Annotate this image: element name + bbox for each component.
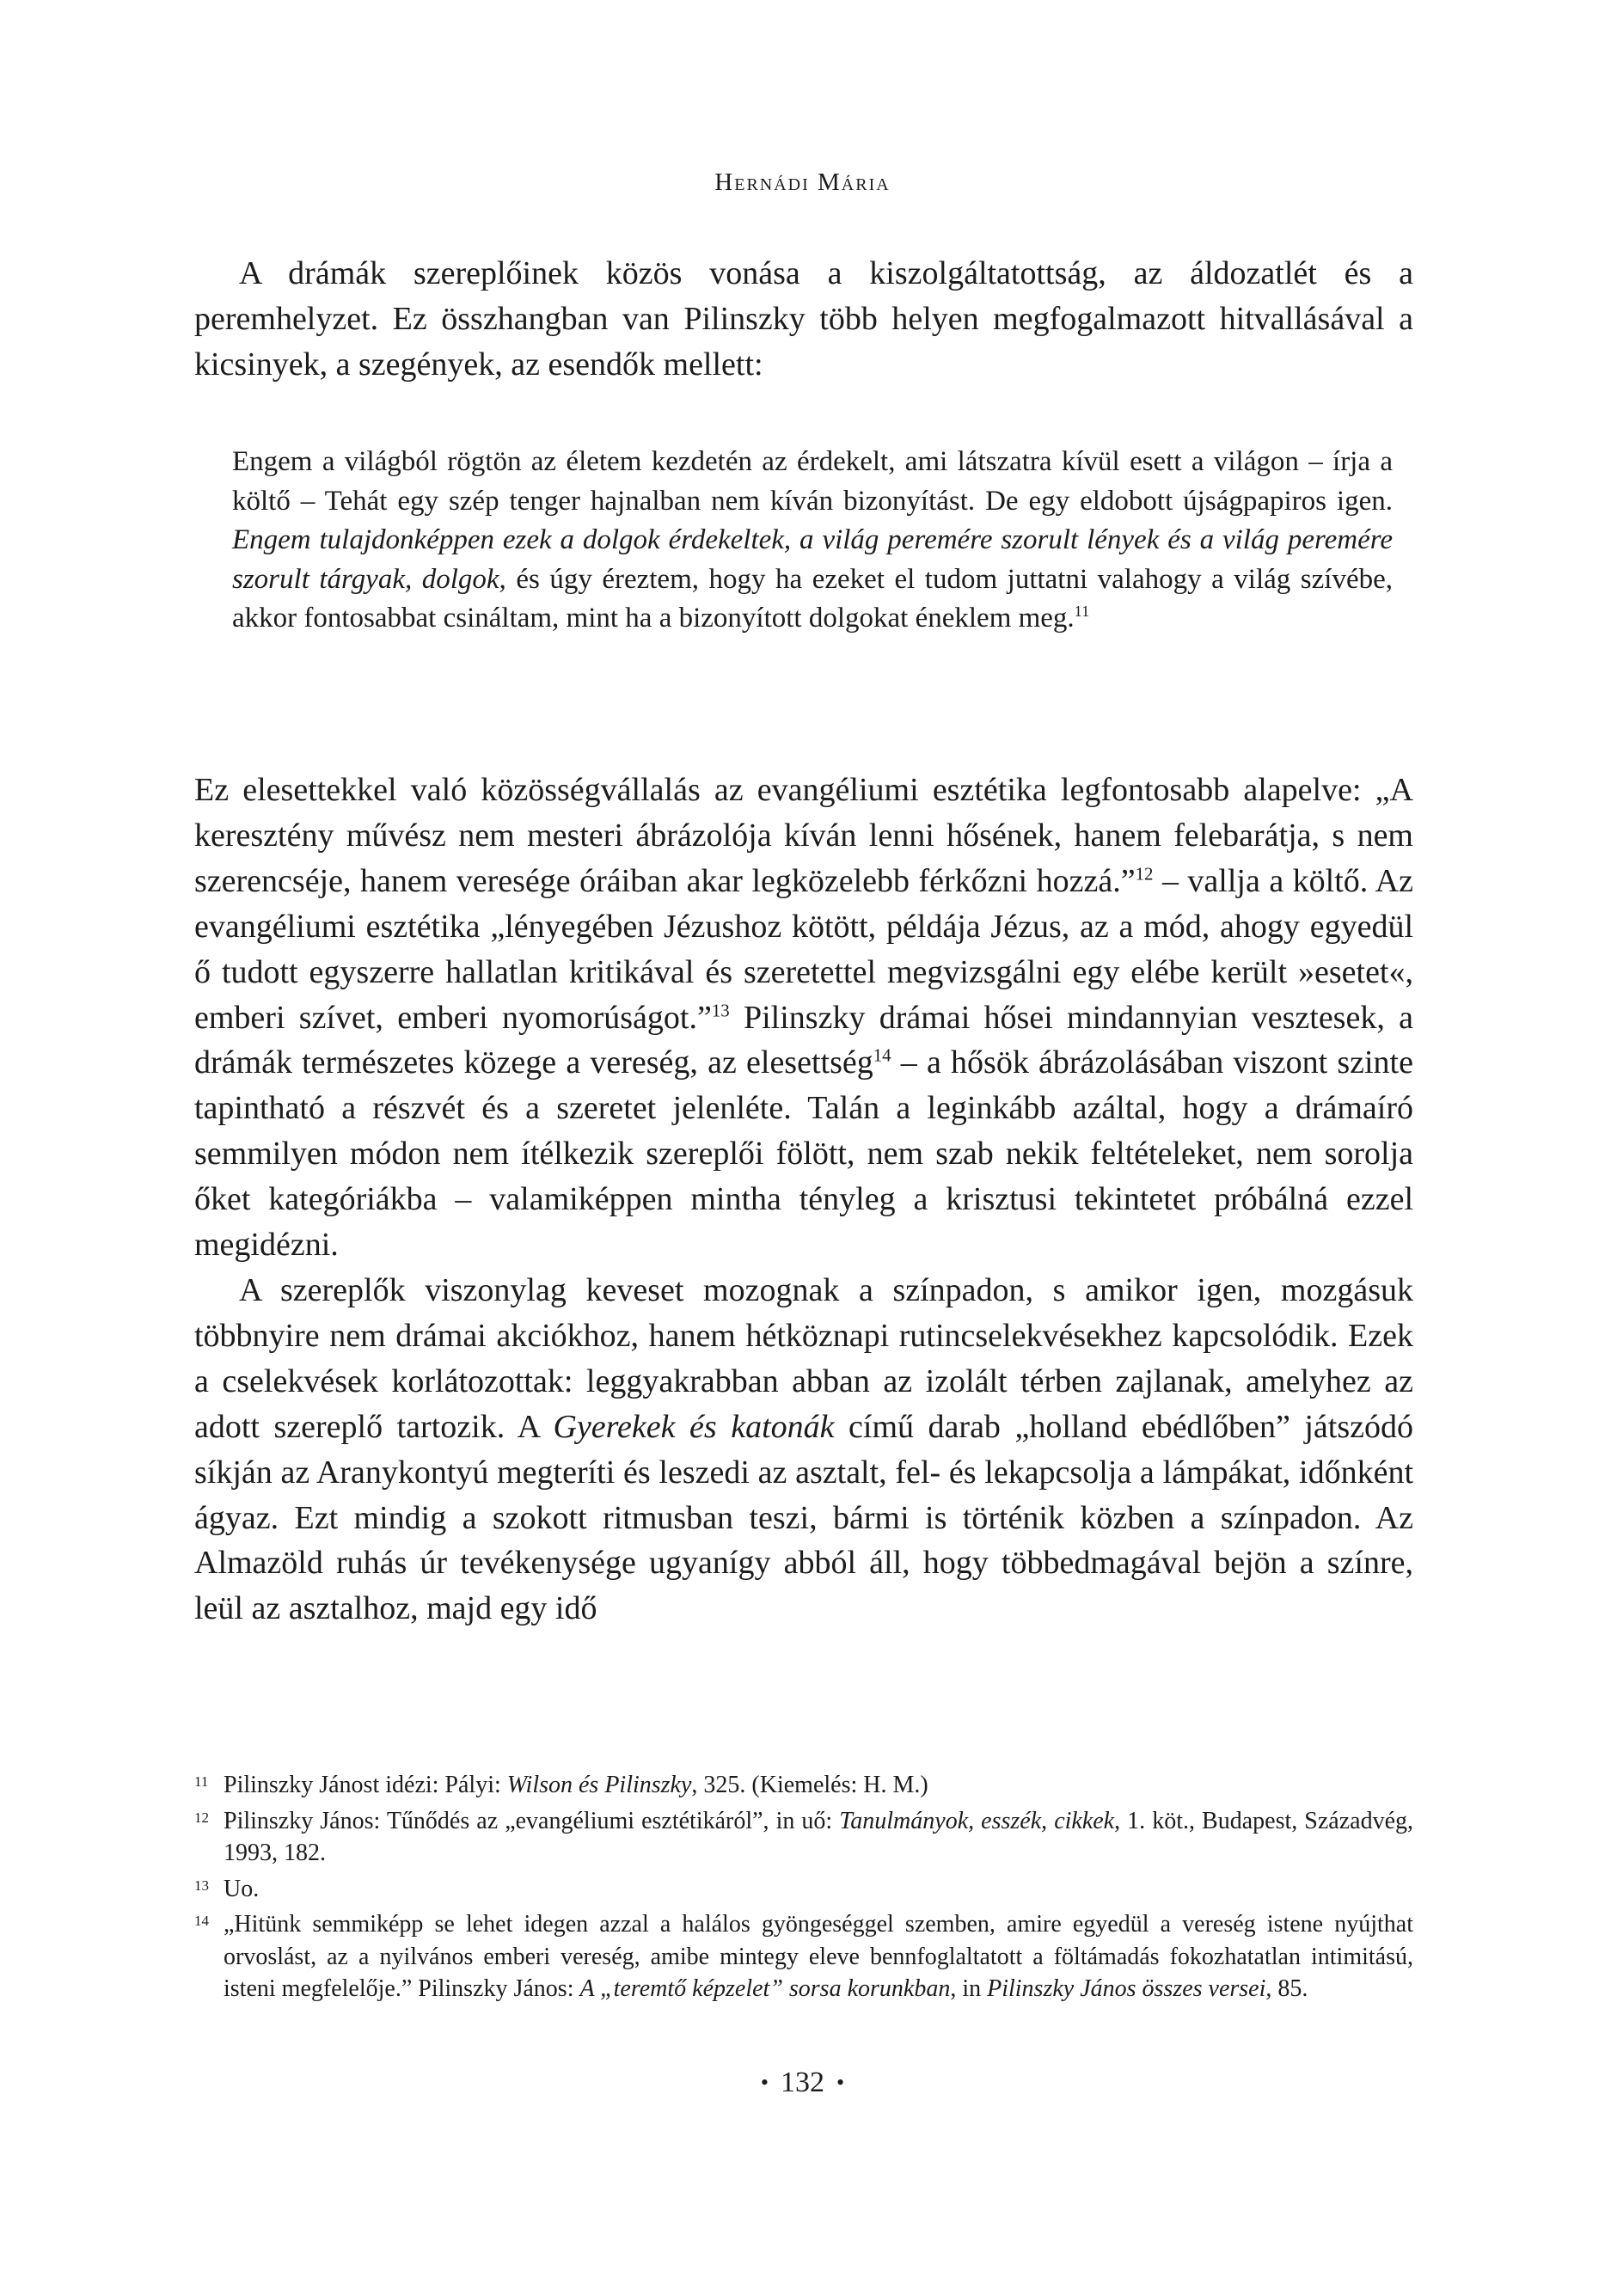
play-title: Gyerekek és katonák: [553, 1408, 835, 1445]
footnote-ref-11: 11: [1074, 603, 1090, 621]
footnote-text: Pilinszky János: Tűnődés az „evangéliumi esztétikáról”, in uő:: [224, 1807, 840, 1834]
quote-text: Engem a világból rögtön az életem kezdetén az érdekelt, ami látszatra kívül esett a világon – írja a költő – Tehát egy szép tenger hajnalban nem kíván bizonyítást. De egy eldobott újságpapiros igen.: [232, 446, 1393, 517]
quote-text-end: és úgy éreztem, hogy ha ezeket el tudom juttatni valahogy a világ szívébe, akkor fontosabbat csináltam, mint ha a bizonyított dolgokat éneklem meg.: [232, 563, 1393, 634]
footnote-13: [194, 1873, 1413, 1906]
paragraph-2-text-b: – vallja a költő. Az evangéliumi esztétika „lényegében Jézushoz kötött, példája Jézus, az a mód, ahogy egyedül ő tudott egyszerre hallatlan kritikával és szeretettel megvizsgálni egy elébe került »esetet«, emberi szívet, emberi nyomorúságot.”: [194, 862, 1413, 1036]
footnote-number: 11: [194, 1773, 209, 1790]
footnote-number: 13: [194, 1877, 209, 1894]
footnote-14: [194, 1908, 1413, 2005]
block-quote: [232, 443, 1393, 639]
footnote-number: 14: [194, 1913, 209, 1929]
footnote-title: Wilson és Pilinszky: [506, 1772, 692, 1798]
footnote-12: [194, 1805, 1413, 1870]
paragraph-3-text: A szereplők viszonylag keveset mozognak a színpadon, s amikor igen, mozgásuk többnyire nem drámai akciókhoz, hanem hétköznapi rutincselekvésekhez kapcsolódik. Ezek a cselekvések korlátozottak: leggyakrabban abban az izolált térben zajlanak, amelyhez az adott szereplő tartozik. A: [194, 1271, 1413, 1445]
paragraph-3-text-b: című darab „holland ebédlőben” játszódó síkján az Aranykontyú megteríti és leszedi az asztalt, fel- és lekapcsolja a lámpákat, időnként ágyaz. Ezt mindig a szokott ritmusban teszi, bármi is történik közben a színpadon. Az Almazöld ruhás úr tevékenysége ugyanígy abból áll, hogy többedmagával bejön a színre, leül az asztalhoz, majd egy idő: [194, 1408, 1414, 1627]
footnote-ref-13: 13: [711, 999, 730, 1020]
footnote-text-mid: , in: [950, 1975, 988, 2002]
footnote-title-2: Pilinszky János összes versei: [987, 1975, 1266, 2002]
footnote-title: Tanulmányok, esszék, cikkek: [839, 1807, 1115, 1834]
footnote-text: Uo.: [224, 1875, 260, 1902]
paragraph-2-text-c: Pilinszky drámai hősei mindannyian vesztesek, a drámák természetes közege a vereség, az elesettség: [194, 999, 1413, 1081]
paragraph-2: [194, 768, 1413, 1268]
page-number-value: 132: [781, 2066, 824, 2098]
footnotes: [194, 1769, 1413, 2009]
footnote-number: 12: [194, 1809, 209, 1826]
running-head: Hernádi Mária: [714, 168, 891, 196]
footnote-text: Pilinszky Jánost idézi: Pályi:: [224, 1772, 507, 1798]
footnote-11: [194, 1769, 1413, 1802]
paragraph-1: A drámák szereplőinek közös vonása a kiszolgáltatottság, az áldozatlét és a peremhelyzet. Ez összhangban van Pilinszky több helyen megfogalmazott hitvallásával a kicsinyek, a szegények, az esendők mellett:: [194, 255, 1413, 383]
intro-block: [194, 251, 1413, 388]
footnote-text-end: , 1. köt., Budapest, Századvég, 1993, 182.: [224, 1807, 1414, 1866]
page-number: [0, 2066, 1605, 2099]
bullet-right-icon: •: [836, 2070, 845, 2095]
paragraph-2-text: Ez elesettekkel való közösségvállalás az evangéliumi esztétika legfontosabb alapelve: „A keresztény művész nem mesteri ábrázolója kíván lenni hősének, hanem felebarátja, s nem szerencséje, hanem veresége óráiban akar legközelebb férkőzni hozzá.”: [194, 772, 1413, 899]
body-block: [194, 768, 1413, 1632]
footnote-text-end: , 325. (Kiemelés: H. M.): [691, 1772, 928, 1798]
paragraph-2-text-d: – a hősök ábrázolásában viszont szinte tapintható a részvét és a szeretet jelenléte. Talán a leginkább azáltal, hogy a drámaíró semmilyen módon nem ítélkezik szereplői fölött, nem szab nekik feltételeket, nem sorolja őket kategóriákba – valamiképpen mintha tényleg a krisztusi tekintetet próbálná ezzel megidézni.: [194, 1044, 1413, 1264]
footnote-ref-12: 12: [1135, 863, 1154, 885]
bullet-left-icon: •: [760, 2070, 769, 2095]
quote-italic: Engem tulajdonképpen ezek a dolgok érdekeltek, a világ peremére szorult lények és a világ peremére szorult tárgyak, dolgok,: [232, 524, 1393, 595]
footnote-title: A „teremtő képzelet” sorsa korunkban: [579, 1975, 951, 2002]
footnote-ref-14: 14: [873, 1044, 891, 1066]
footnote-text: „Hitünk semmiképp se lehet idegen azzal a halálos gyöngeséggel szemben, amire egyedül a vereség istene nyújthat orvoslást, az a nyilvános emberi vereség, amibe mintegy eleve bennfoglaltatott a föltámadás fokozhatatlan intimitású, isteni megfelelője.” Pilinszky János:: [224, 1911, 1413, 2002]
footnote-text-end: , 85.: [1265, 1975, 1308, 2002]
paragraph-3: [194, 1268, 1413, 1632]
